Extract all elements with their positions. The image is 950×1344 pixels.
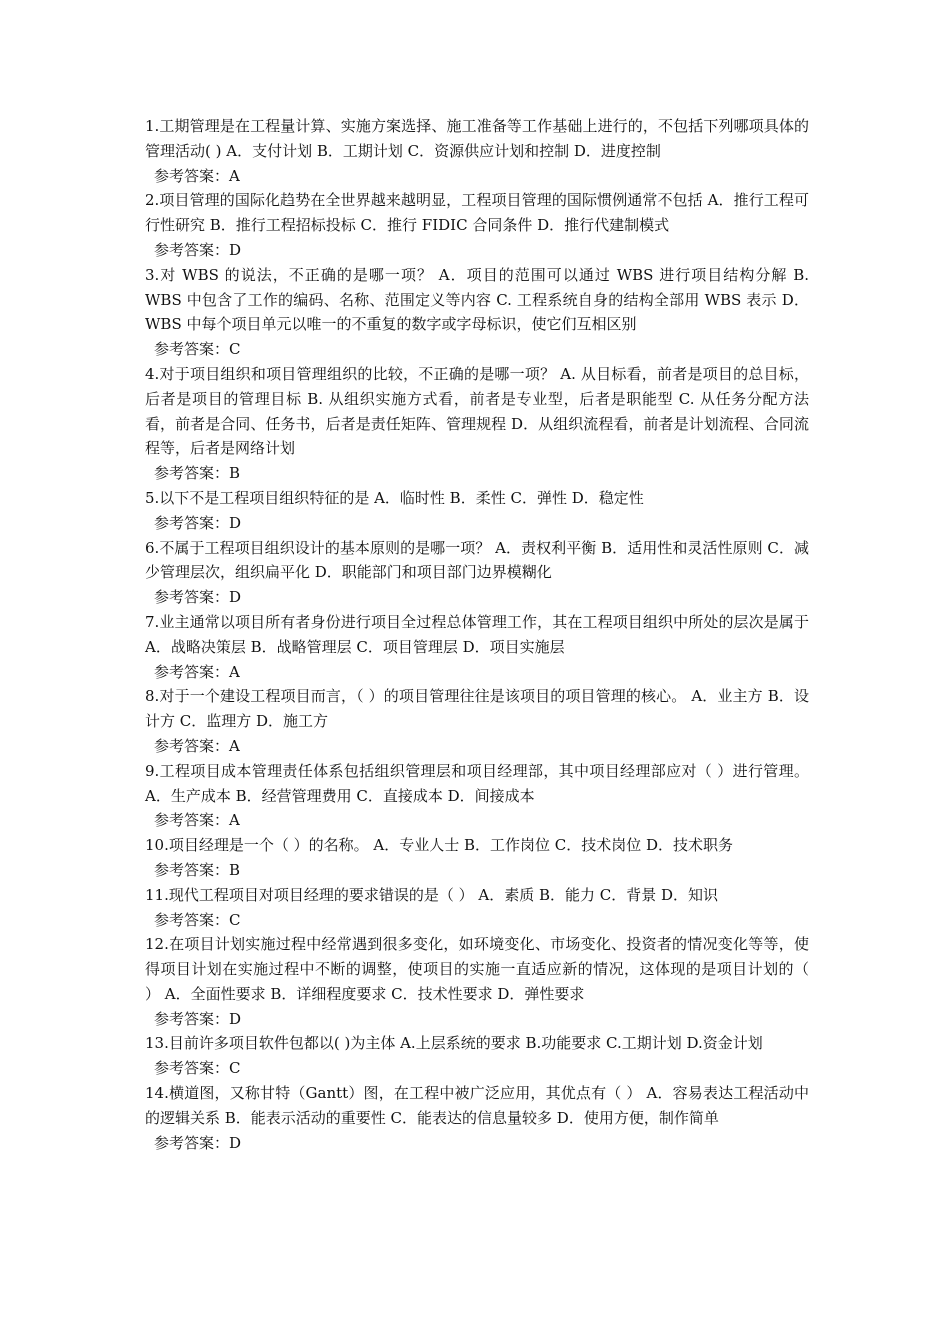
question-text: 8.对于一个建设工程项目而言，（ ）的项目管理往往是该项目的项目管理的核心。 A．业主方 B．设计方 C．监理方 D．施工方 bbox=[145, 687, 809, 731]
answer-text: 参考答案：B bbox=[154, 860, 241, 879]
answer-text: 参考答案：A bbox=[154, 736, 240, 755]
answer-text: 参考答案：A bbox=[154, 662, 240, 681]
question-text: 9.工程项目成本管理责任体系包括组织管理层和项目经理部，其中项目经理部应对（ ）进行管理。 A．生产成本 B．经营管理费用 C．直接成本 D．间接成本 bbox=[145, 761, 809, 805]
answer-text: 参考答案：D bbox=[154, 1133, 242, 1152]
answer-text: 参考答案：C bbox=[154, 340, 241, 359]
answer-text: 参考答案：D bbox=[154, 588, 242, 607]
question-text: 7.业主通常以项目所有者身份进行项目全过程总体管理工作，其在工程项目组织中所处的层次是属于 A．战略决策层 B．战略管理层 C．项目管理层 D．项目实施层 bbox=[145, 612, 809, 656]
question-text: 5.以下不是工程项目组织特征的是 A．临时性 B．柔性 C．弹性 D．稳定性 bbox=[145, 488, 644, 507]
question-text: 13.目前许多项目软件包都以( )为主体 A.上层系统的要求 B.功能要求 C.工期计划 D.资金计划 bbox=[145, 1034, 763, 1053]
question-text: 6.不属于工程项目组织设计的基本原则的是哪一项？ A．责权利平衡 B．适用性和灵活性原则 C．减少管理层次，组织扁平化 D．职能部门和项目部门边界模糊化 bbox=[145, 538, 809, 582]
answer-text: 参考答案：C bbox=[154, 910, 241, 929]
answer-text: 参考答案：C bbox=[154, 1059, 241, 1078]
answer-text: 参考答案：A bbox=[154, 166, 240, 185]
question-text: 3.对 WBS 的说法，不正确的是哪一项？ A．项目的范围可以通过 WBS 进行项目结构分解 B. WBS 中包含了工作的编码、名称、范围定义等内容 C. 工程系统自身的结构全部用 WBS 表示 D．WBS 中每个项目单元以唯一的不重复的数字或字母标识，使它们互相区别 bbox=[145, 265, 809, 334]
question-text: 10.项目经理是一个（ ）的名称。 A．专业人士 B．工作岗位 C．技术岗位 D．技术职务 bbox=[145, 836, 734, 855]
answer-text: 参考答案：D bbox=[154, 513, 242, 532]
answer-text: 参考答案：D bbox=[154, 240, 242, 259]
question-text: 4.对于项目组织和项目管理组织的比较，不正确的是哪一项？ A. 从目标看，前者是项目的总目标，后者是项目的管理目标 B. 从组织实施方式看，前者是专业型，后者是职能型 C. 从任务分配方法看，前者是合同、任务书，后者是责任矩阵、管理规程 D．从组织流程看，前者是计划流程、合同流程等，后者是网络计划 bbox=[145, 364, 809, 458]
question-text: 11.现代工程项目对项目经理的要求错误的是（ ） A．素质 B．能力 C．背景 D．知识 bbox=[145, 885, 719, 904]
question-text: 2.项目管理的国际化趋势在全世界越来越明显，工程项目管理的国际惯例通常不包括 A．推行工程可行性研究 B．推行工程招标投标 C．推行 FIDIC 合同条件 D．推行代建制模式 bbox=[145, 191, 809, 235]
answer-text: 参考答案：D bbox=[154, 1009, 242, 1028]
question-text: 12.在项目计划实施过程中经常遇到很多变化，如环境变化、市场变化、投资者的情况变化等等，使得项目计划在实施过程中不断的调整，使项目的实施一直适应新的情况，这体现的是项目计划的（ ） A．全面性要求 B．详细程度要求 C．技术性要求 D．弹性要求 bbox=[145, 935, 809, 1003]
question-text: 14.横道图，又称甘特（Gantt）图，在工程中被广泛应用，其优点有（ ） A．容易表达工程活动中的逻辑关系 B．能表示活动的重要性 C．能表达的信息量较多 D．使用方便，制作简单 bbox=[145, 1084, 809, 1127]
question-list bbox=[145, 114, 809, 1155]
answer-text: 参考答案：B bbox=[154, 464, 241, 483]
answer-text: 参考答案：A bbox=[154, 811, 240, 830]
question-text: 1.工期管理是在工程量计算、实施方案选择、施工准备等工作基础上进行的，不包括下列哪项具体的管理活动( ) A．支付计划 B．工期计划 C．资源供应计划和控制 D．进度控制 bbox=[145, 117, 809, 160]
